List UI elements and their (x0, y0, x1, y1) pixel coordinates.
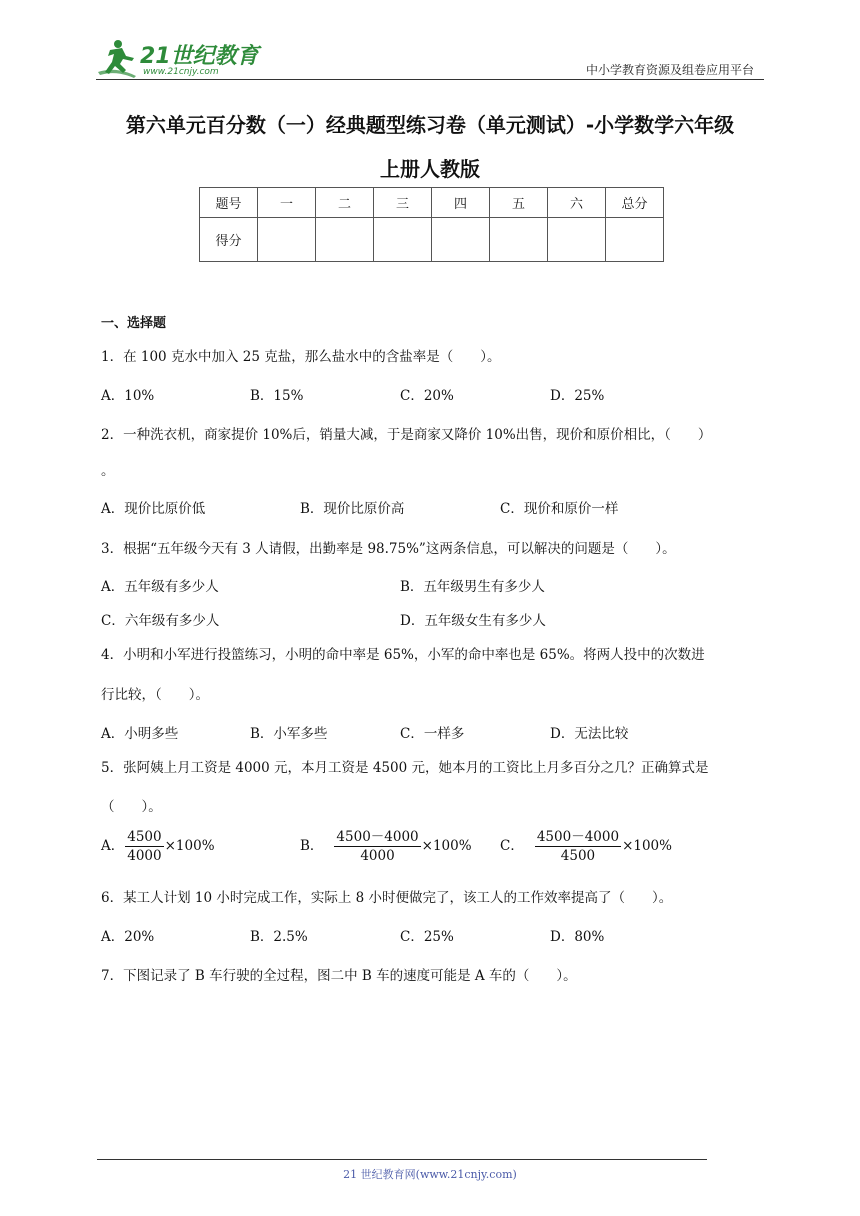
q3-option-b[interactable]: B．五年级男生有多少人 (400, 579, 545, 595)
svg-text:www.21cnjy.com: www.21cnjy.com (143, 67, 219, 77)
denominator: 4000 (127, 848, 162, 864)
score-header-cell: 五 (490, 188, 548, 218)
q2-option-a[interactable]: A．现价比原价低 (101, 501, 206, 517)
score-header-cell: 四 (432, 188, 490, 218)
numerator: 4500 (127, 829, 162, 845)
question-2: 2．一种洗衣机，商家提价 10%后，销量大减，于是商家又降价 10%出售，现价和原价相比，（ ） (101, 427, 712, 443)
q4-option-d[interactable]: D．无法比较 (550, 726, 629, 742)
q6-option-a[interactable]: A．20% (101, 929, 155, 945)
page-title-line1: 第六单元百分数（一）经典题型练习卷（单元测试）-小学数学六年级 (125, 113, 735, 137)
denominator: 4000 (360, 848, 395, 864)
option-label: C． (500, 838, 524, 854)
option-label: A． (101, 838, 125, 854)
fraction-suffix: ×100% (164, 838, 215, 854)
score-header-cell: 一 (258, 188, 316, 218)
svg-text:21世纪教育: 21世纪教育 (140, 44, 259, 69)
question-1: 1．在 100 克水中加入 25 克盐，那么盐水中的含盐率是（ ）。 (101, 349, 501, 365)
q2-option-b[interactable]: B．现价比原价高 (300, 501, 405, 517)
footer-link[interactable]: 21 世纪教育网(www.21cnjy.com) (343, 1168, 517, 1181)
score-input-cell[interactable] (490, 218, 548, 262)
score-table-score-row (200, 218, 664, 262)
question-5: 5．张阿姨上月工资是 4000 元，本月工资是 4500 元，她本月的工资比上月多百分之几？正确算式是 (101, 760, 709, 776)
q5-option-c[interactable] (500, 829, 672, 864)
question-5-continued: （ ）。 (101, 799, 162, 815)
question-2-continued: 。 (101, 463, 115, 479)
option-label: B． (300, 838, 324, 854)
platform-label: 中小学教育资源及组卷应用平台 (585, 63, 754, 77)
fraction (334, 829, 420, 864)
footer-divider (97, 1159, 707, 1160)
q4-option-b[interactable]: B．小军多些 (250, 726, 328, 742)
fraction (125, 829, 163, 864)
q2-option-c[interactable]: C．现价和原价一样 (500, 501, 619, 517)
score-input-cell[interactable] (258, 218, 316, 262)
site-logo (96, 36, 266, 80)
fraction (535, 829, 621, 864)
numerator: 4500－4000 (536, 829, 620, 845)
score-table-header-row (200, 188, 664, 218)
q1-option-d[interactable]: D．25% (550, 388, 605, 404)
q6-option-c[interactable]: C．25% (400, 929, 454, 945)
q3-option-c[interactable]: C．六年级有多少人 (101, 613, 220, 629)
score-input-cell[interactable] (606, 218, 664, 262)
score-header-cell: 题号 (200, 188, 258, 218)
q6-option-b[interactable]: B．2.5% (250, 929, 308, 945)
q3-option-d[interactable]: D．五年级女生有多少人 (400, 613, 546, 629)
q4-option-a[interactable]: A．小明多些 (101, 726, 179, 742)
q3-option-a[interactable]: A．五年级有多少人 (101, 579, 219, 595)
header-divider (96, 79, 764, 80)
score-input-cell[interactable] (316, 218, 374, 262)
score-row-label: 得分 (200, 218, 258, 262)
q1-option-b[interactable]: B．15% (250, 388, 304, 404)
q4-option-c[interactable]: C．一样多 (400, 726, 465, 742)
numerator: 4500－4000 (336, 829, 419, 845)
fraction-suffix: ×100% (622, 838, 672, 854)
question-7: 7．下图记录了 B 车行驶的全过程，图二中 B 车的速度可能是 A 车的（ ）。 (101, 968, 577, 984)
question-4-continued: 行比较，（ ）。 (101, 687, 209, 703)
score-input-cell[interactable] (548, 218, 606, 262)
question-6: 6．某工人计划 10 小时完成工作，实际上 8 小时便做完了，该工人的工作效率提高了（ ）。 (101, 890, 673, 906)
q1-option-c[interactable]: C．20% (400, 388, 454, 404)
score-header-cell: 三 (374, 188, 432, 218)
score-header-cell: 总分 (606, 188, 664, 218)
q1-option-a[interactable]: A．10% (101, 388, 155, 404)
score-header-cell: 二 (316, 188, 374, 218)
section-title: 一、选择题 (101, 316, 167, 331)
q5-option-a[interactable] (101, 829, 215, 864)
score-input-cell[interactable] (432, 218, 490, 262)
denominator: 4500 (560, 848, 596, 864)
q6-option-d[interactable]: D．80% (550, 929, 605, 945)
fraction-suffix: ×100% (421, 838, 472, 854)
score-header-cell: 六 (548, 188, 606, 218)
score-input-cell[interactable] (374, 218, 432, 262)
question-3: 3．根据“五年级今天有 3 人请假，出勤率是 98.75%”这两条信息，可以解决的问题是（ ）。 (101, 541, 676, 557)
q5-option-b[interactable] (300, 829, 472, 864)
question-4: 4．小明和小军进行投篮练习，小明的命中率是 65%，小军的命中率也是 65%。将两人投中的次数进 (101, 647, 705, 663)
page-title-line2: 上册人教版 (380, 157, 480, 181)
score-table (199, 187, 664, 262)
